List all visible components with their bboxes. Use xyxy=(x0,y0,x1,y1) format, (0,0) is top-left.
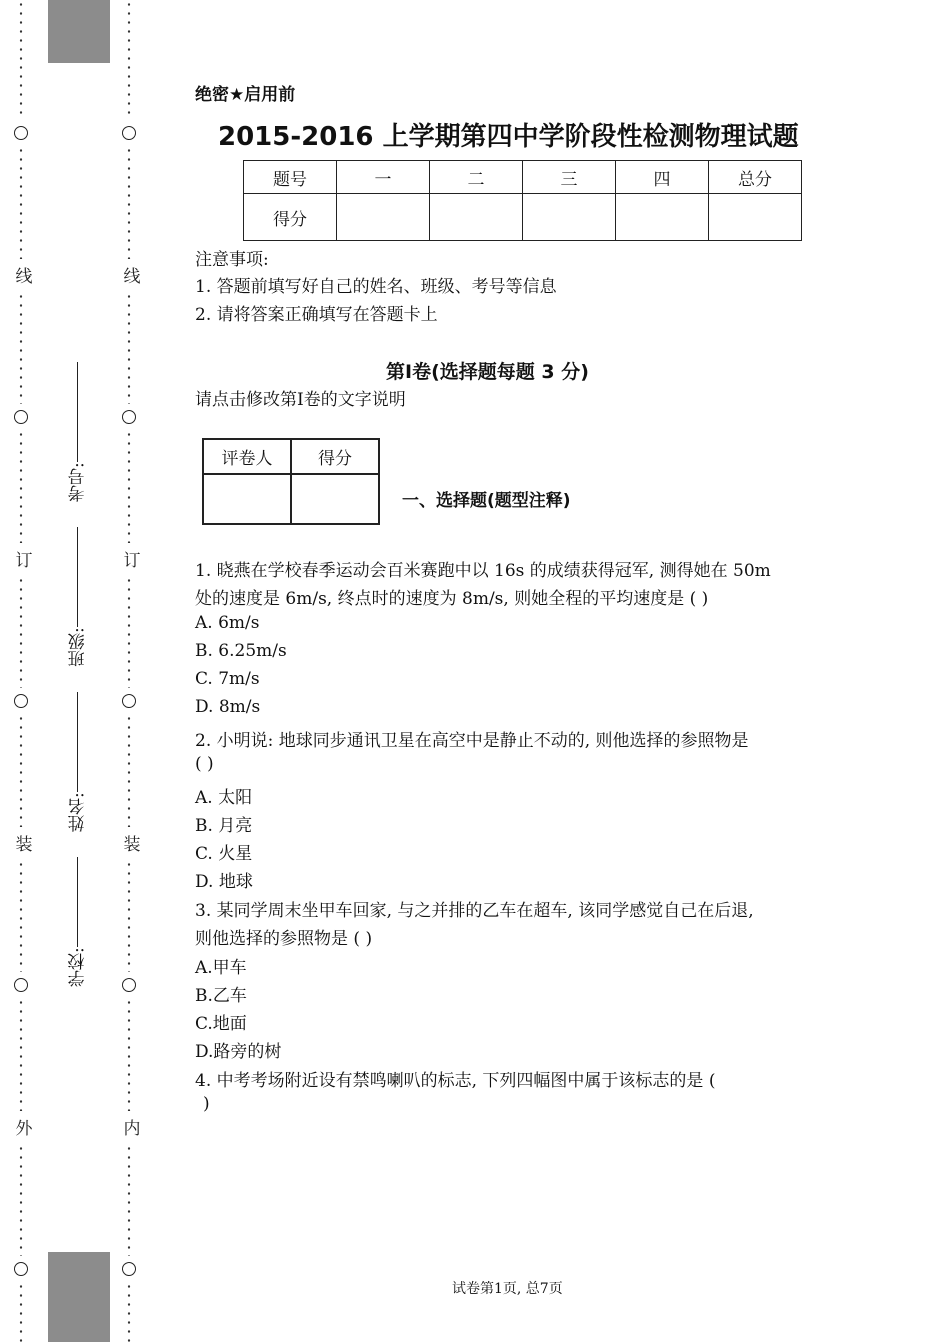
inner-binding-line xyxy=(119,0,139,1342)
school-field[interactable] xyxy=(58,847,98,987)
binding-char: 线 xyxy=(11,266,32,284)
score-header-cell: 总分 xyxy=(709,161,802,194)
option: C.地面 xyxy=(195,1014,247,1034)
score-header-cell: 三 xyxy=(523,161,616,194)
option: B. 6.25m/s xyxy=(195,641,287,661)
option: A. 6m/s xyxy=(195,613,260,633)
score-header-cell: 四 xyxy=(616,161,709,194)
grader-cell[interactable] xyxy=(291,474,379,524)
question-text: 4. 中考考场附近设有禁鸣喇叭的标志, 下列四幅图中属于该标志的是 ( xyxy=(195,1071,716,1091)
name-underline xyxy=(78,692,79,792)
binding-char: 装 xyxy=(11,834,32,852)
score-row-label: 得分 xyxy=(244,194,337,241)
binding-block-bottom xyxy=(48,1252,110,1342)
notice-title: 注意事项: xyxy=(195,250,269,270)
option: C. 7m/s xyxy=(195,669,260,689)
question-text: 则他选择的参照物是 ( ) xyxy=(195,929,373,949)
option: D. 8m/s xyxy=(195,697,261,717)
school-underline xyxy=(78,857,79,947)
name-label: 姓名: xyxy=(68,792,89,832)
binding-circle xyxy=(14,126,28,140)
binding-char: 外 xyxy=(11,1118,32,1136)
binding-circle xyxy=(14,978,28,992)
option: A.甲车 xyxy=(195,958,247,978)
class-underline xyxy=(78,527,79,627)
binding-circle xyxy=(14,1262,28,1276)
option: A. 太阳 xyxy=(195,788,253,808)
question-text: 3. 某同学周末坐甲车回家, 与之并排的乙车在超车, 该同学感觉自己在后退, xyxy=(195,901,754,921)
binding-char: 订 xyxy=(11,550,32,568)
section-note: 请点击修改第Ⅰ卷的文字说明 xyxy=(195,390,406,410)
option: C. 火星 xyxy=(195,844,253,864)
grader-cell[interactable] xyxy=(203,474,291,524)
question-text: 1. 晓燕在学校春季运动会百米赛跑中以 16s 的成绩获得冠军, 测得她在 50m xyxy=(195,561,771,581)
secret-label: 绝密★启用前 xyxy=(195,85,296,105)
binding-circle xyxy=(122,126,136,140)
option: B.乙车 xyxy=(195,986,247,1006)
score-header-cell: 题号 xyxy=(244,161,337,194)
notice-item: 1. 答题前填写好自己的姓名、班级、考号等信息 xyxy=(195,277,557,297)
score-cell[interactable] xyxy=(337,194,430,241)
score-header-cell: 一 xyxy=(337,161,430,194)
binding-circle xyxy=(14,694,28,708)
name-field[interactable] xyxy=(58,682,98,832)
score-table xyxy=(243,160,802,241)
binding-circle xyxy=(122,410,136,424)
binding-circle xyxy=(122,978,136,992)
class-label: 班级: xyxy=(68,627,89,667)
binding-circle xyxy=(14,410,28,424)
score-header-cell: 二 xyxy=(430,161,523,194)
question-text: 2. 小明说: 地球同步通讯卫星在高空中是静止不动的, 则他选择的参照物是 xyxy=(195,731,749,751)
section-title: 第Ⅰ卷(选择题每题 3 分) xyxy=(386,361,589,383)
score-cell[interactable] xyxy=(709,194,802,241)
choice-section-title: 一、选择题(题型注释) xyxy=(402,491,571,511)
score-cell[interactable] xyxy=(616,194,709,241)
exam-no-field[interactable] xyxy=(58,352,98,502)
grader-header: 评卷人 xyxy=(203,439,291,474)
grader-table xyxy=(202,438,380,525)
school-label: 学校: xyxy=(68,947,89,987)
option: B. 月亮 xyxy=(195,816,253,836)
binding-block-top xyxy=(48,0,110,63)
student-info xyxy=(58,352,98,992)
notice-item: 2. 请将答案正确填写在答题卡上 xyxy=(195,305,438,325)
binding-char: 装 xyxy=(119,834,140,852)
exam-no-label: 考号: xyxy=(68,462,89,502)
exam-title: 2015-2016 上学期第四中学阶段性检测物理试题 xyxy=(218,122,799,152)
option: D.路旁的树 xyxy=(195,1042,282,1062)
binding-char: 线 xyxy=(119,266,140,284)
question-text: ( ) xyxy=(195,754,214,774)
binding-char: 订 xyxy=(119,550,140,568)
class-field[interactable] xyxy=(58,517,98,667)
score-cell[interactable] xyxy=(430,194,523,241)
score-cell[interactable] xyxy=(523,194,616,241)
option: D. 地球 xyxy=(195,872,253,892)
question-text: 处的速度是 6m/s, 终点时的速度为 8m/s, 则她全程的平均速度是 ( ) xyxy=(195,589,709,609)
binding-char: 内 xyxy=(119,1118,140,1136)
exam-no-underline xyxy=(78,362,79,462)
question-text: ) xyxy=(203,1094,210,1114)
page-footer: 试卷第1页, 总7页 xyxy=(452,1281,563,1297)
grader-header: 得分 xyxy=(291,439,379,474)
binding-circle xyxy=(122,694,136,708)
outer-binding-line xyxy=(11,0,31,1342)
binding-circle xyxy=(122,1262,136,1276)
